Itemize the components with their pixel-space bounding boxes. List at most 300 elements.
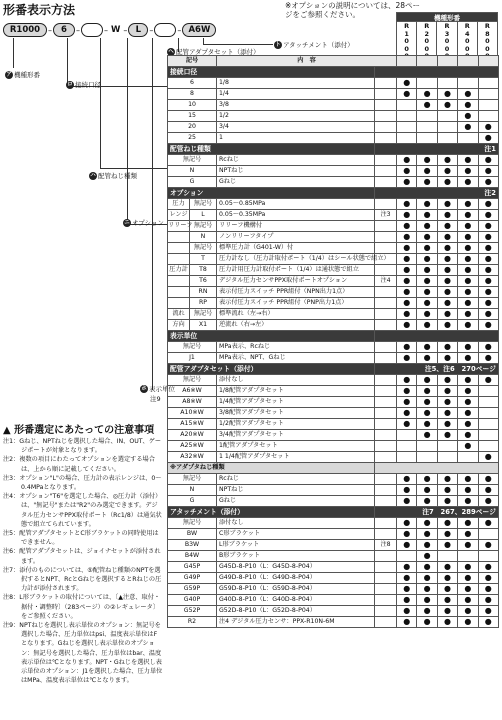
availability-dot bbox=[478, 551, 498, 562]
availability-dot bbox=[397, 133, 417, 144]
header-blank bbox=[458, 56, 478, 67]
availability-dot: ● bbox=[417, 606, 437, 617]
header-blank bbox=[478, 56, 498, 67]
row-note bbox=[375, 617, 397, 628]
row-code: G59P bbox=[168, 584, 217, 595]
availability-dot: ● bbox=[458, 166, 478, 177]
availability-dot: ● bbox=[397, 276, 417, 287]
adapter-row bbox=[168, 452, 499, 463]
attach-row bbox=[168, 606, 499, 617]
availability-dot bbox=[417, 452, 437, 463]
row-content: Rcねじ bbox=[217, 474, 375, 485]
model-col-r3000: R 3 0 0 bbox=[437, 22, 457, 56]
row-note bbox=[375, 573, 397, 584]
row-code: 8 bbox=[168, 89, 217, 100]
availability-dot: ● bbox=[417, 166, 437, 177]
availability-dot: ● bbox=[458, 254, 478, 265]
section-label: オプション bbox=[168, 188, 375, 199]
attach-row bbox=[168, 617, 499, 628]
row-code: B3W bbox=[168, 540, 217, 551]
row-content: L形ブラケット bbox=[217, 540, 375, 551]
section-adapter-thread bbox=[168, 463, 499, 474]
option-row bbox=[168, 232, 499, 243]
pn-blank-1 bbox=[81, 23, 103, 37]
row-note bbox=[375, 298, 397, 309]
adapter-row bbox=[168, 408, 499, 419]
availability-dot bbox=[397, 551, 417, 562]
row-note bbox=[375, 122, 397, 133]
availability-dot: ● bbox=[437, 518, 457, 529]
availability-dot: ● bbox=[458, 485, 478, 496]
pn-w: W bbox=[111, 25, 121, 35]
availability-dot: ● bbox=[458, 529, 478, 540]
availability-dot: ● bbox=[437, 342, 457, 353]
availability-dot: ● bbox=[458, 100, 478, 111]
row-note bbox=[375, 606, 397, 617]
availability-dot bbox=[397, 100, 417, 111]
availability-dot: ● bbox=[478, 199, 498, 210]
row-code: G bbox=[168, 177, 217, 188]
model-col-r2000: R 2 0 0 bbox=[417, 22, 437, 56]
row-group: 圧力 bbox=[168, 199, 190, 210]
row-note bbox=[375, 232, 397, 243]
label-port-size: ロ 接続口径 bbox=[67, 81, 101, 89]
availability-dot: ● bbox=[417, 243, 437, 254]
row-code: G45P bbox=[168, 562, 217, 573]
availability-dot: ● bbox=[437, 254, 457, 265]
availability-dot: ● bbox=[458, 441, 478, 452]
availability-dot: ● bbox=[417, 375, 437, 386]
availability-dot: ● bbox=[397, 573, 417, 584]
subsection-note bbox=[375, 463, 499, 474]
row-note: 注4 bbox=[375, 276, 397, 287]
row-note bbox=[375, 265, 397, 276]
row-content: B形ブラケット bbox=[217, 551, 375, 562]
adapter-thread-row bbox=[168, 496, 499, 507]
row-content: G52D-8-P10（L：G52D-8-P04） bbox=[217, 606, 375, 617]
row-note bbox=[375, 100, 397, 111]
row-content: G40D-8-P10（L：G40D-8-P04） bbox=[217, 595, 375, 606]
row-note bbox=[375, 353, 397, 364]
attach-row bbox=[168, 540, 499, 551]
note-item: 注4：オプション"T6"を選定した場合、◎圧力計（添付）は、"無記号"または"R2"のみ選定できます。デジタル圧力センサPPX取付ポート（Rc1/8）は通気状態で組立てられています。 bbox=[3, 493, 162, 528]
availability-dot: ● bbox=[397, 221, 417, 232]
adapter-row bbox=[168, 419, 499, 430]
row-note bbox=[375, 485, 397, 496]
availability-dot: ● bbox=[417, 199, 437, 210]
row-code: A10※W bbox=[168, 408, 217, 419]
row-code: B4W bbox=[168, 551, 217, 562]
availability-dot: ● bbox=[458, 221, 478, 232]
row-content: 表示付圧力スイッチ PPR組付（NPN出力1点） bbox=[217, 287, 375, 298]
availability-dot: ● bbox=[458, 342, 478, 353]
availability-dot bbox=[478, 397, 498, 408]
section-note bbox=[375, 331, 499, 342]
availability-dot: ● bbox=[437, 309, 457, 320]
availability-dot: ● bbox=[437, 177, 457, 188]
label-adapter: ヘ 配管アダプタセット（添付） bbox=[168, 48, 260, 56]
availability-dot: ● bbox=[417, 485, 437, 496]
row-code: 15 bbox=[168, 111, 217, 122]
note-item: 注3：オプション"L"の場合、圧力計の表示レンジは、0〜0.4MPaとなります。 bbox=[3, 474, 162, 492]
row-content: 添付なし bbox=[217, 518, 375, 529]
availability-dot: ● bbox=[397, 298, 417, 309]
availability-dot: ● bbox=[437, 320, 457, 331]
row-code: N bbox=[190, 232, 217, 243]
row-code: 無記号 bbox=[190, 199, 217, 210]
section-note: 注2 bbox=[375, 188, 499, 199]
availability-dot: ● bbox=[458, 309, 478, 320]
row-code: G49P bbox=[168, 573, 217, 584]
row-note bbox=[375, 397, 397, 408]
row-content: 1配管アダプタセット bbox=[217, 441, 375, 452]
row-note bbox=[375, 551, 397, 562]
availability-dot: ● bbox=[397, 320, 417, 331]
note-item: 注1：Gねじ、NPTねじを選択した場合、IN、OUT、ゲージポートが対象となります。 bbox=[3, 438, 162, 455]
availability-dot: ● bbox=[458, 386, 478, 397]
availability-dot: ● bbox=[458, 562, 478, 573]
availability-dot: ● bbox=[417, 177, 437, 188]
availability-dot: ● bbox=[417, 309, 437, 320]
row-note bbox=[375, 133, 397, 144]
row-code: T6 bbox=[190, 276, 217, 287]
availability-dot: ● bbox=[417, 155, 437, 166]
note-item: 注9：NPTねじを選択し表示単位のオプション：無記号を選択した場合、圧力単位はpsi、温度表示単位はFとなります。Gねじを選択し表示単位のオプション：無記号を選択した場合、圧力単位はbar、温度表示単位は℃となります。NPT・Gねじを選択し表示単位のオプション：J1を選択した場合、圧力単位はMPa、温度表示単位は℃となります。 bbox=[3, 622, 163, 685]
availability-dot: ● bbox=[397, 177, 417, 188]
availability-dot: ● bbox=[478, 133, 498, 144]
row-content: 1/2 bbox=[217, 111, 375, 122]
availability-dot: ● bbox=[458, 243, 478, 254]
availability-dot: ● bbox=[417, 265, 437, 276]
pn-l: L bbox=[128, 23, 148, 37]
availability-dot: ● bbox=[437, 408, 457, 419]
row-content: Gねじ bbox=[217, 496, 375, 507]
availability-dot: ● bbox=[458, 265, 478, 276]
row-code: R2 bbox=[168, 617, 217, 628]
port-row bbox=[168, 78, 499, 89]
availability-dot: ● bbox=[437, 606, 457, 617]
availability-dot: ● bbox=[437, 419, 457, 430]
header-blank bbox=[417, 56, 437, 67]
availability-dot: ● bbox=[397, 89, 417, 100]
row-code: X1 bbox=[190, 320, 217, 331]
availability-dot bbox=[478, 419, 498, 430]
row-note bbox=[375, 320, 397, 331]
availability-dot: ● bbox=[397, 375, 417, 386]
row-note bbox=[375, 89, 397, 100]
availability-dot bbox=[417, 78, 437, 89]
port-row bbox=[168, 122, 499, 133]
availability-dot: ● bbox=[478, 540, 498, 551]
availability-dot: ● bbox=[478, 298, 498, 309]
availability-dot: ● bbox=[458, 408, 478, 419]
model-col-r1000: R 1 0 0 bbox=[397, 22, 417, 56]
pn-base: R1000 bbox=[3, 23, 47, 37]
model-header bbox=[396, 12, 498, 56]
row-content: リリーフ機構付 bbox=[217, 221, 375, 232]
availability-dot bbox=[458, 452, 478, 463]
row-group: 圧力計 bbox=[168, 265, 190, 276]
header-blank bbox=[397, 56, 417, 67]
row-code: T bbox=[190, 254, 217, 265]
availability-dot: ● bbox=[397, 584, 417, 595]
availability-dot: ● bbox=[458, 397, 478, 408]
row-note bbox=[375, 111, 397, 122]
availability-dot: ● bbox=[458, 320, 478, 331]
availability-dot: ● bbox=[478, 177, 498, 188]
availability-dot: ● bbox=[397, 342, 417, 353]
row-content: 3/8配管アダプタセット bbox=[217, 408, 375, 419]
availability-dot: ● bbox=[478, 606, 498, 617]
row-code: 無記号 bbox=[168, 518, 217, 529]
availability-dot: ● bbox=[478, 210, 498, 221]
availability-dot: ● bbox=[458, 430, 478, 441]
adapter-row bbox=[168, 375, 499, 386]
availability-dot: ● bbox=[478, 243, 498, 254]
availability-dot: ● bbox=[458, 276, 478, 287]
row-content: G45D-8-P10（L：G45D-8-P04） bbox=[217, 562, 375, 573]
availability-dot: ● bbox=[417, 617, 437, 628]
row-code: 10 bbox=[168, 100, 217, 111]
row-note bbox=[375, 595, 397, 606]
row-content: 3/4 bbox=[217, 122, 375, 133]
availability-dot: ● bbox=[437, 276, 457, 287]
availability-dot bbox=[397, 452, 417, 463]
availability-dot: ● bbox=[397, 496, 417, 507]
row-group: レンジ bbox=[168, 210, 190, 221]
availability-dot: ● bbox=[417, 89, 437, 100]
availability-dot: ● bbox=[437, 617, 457, 628]
section-unit bbox=[168, 331, 499, 342]
availability-dot bbox=[397, 111, 417, 122]
availability-dot: ● bbox=[458, 232, 478, 243]
availability-dot: ● bbox=[397, 617, 417, 628]
adapter-row bbox=[168, 430, 499, 441]
availability-dot: ● bbox=[437, 529, 457, 540]
availability-dot: ● bbox=[397, 606, 417, 617]
row-group: 方向 bbox=[168, 320, 190, 331]
row-content: 1/8 bbox=[217, 78, 375, 89]
row-group bbox=[168, 243, 190, 254]
availability-dot: ● bbox=[437, 595, 457, 606]
availability-dot: ● bbox=[417, 584, 437, 595]
availability-dot: ● bbox=[478, 595, 498, 606]
option-row bbox=[168, 210, 499, 221]
section-thread bbox=[168, 144, 499, 155]
availability-dot bbox=[437, 441, 457, 452]
availability-dot: ● bbox=[397, 199, 417, 210]
row-note bbox=[375, 518, 397, 529]
row-group bbox=[168, 276, 190, 287]
availability-dot: ● bbox=[478, 155, 498, 166]
availability-dot bbox=[437, 133, 457, 144]
availability-dot: ● bbox=[437, 573, 457, 584]
row-content: Gねじ bbox=[217, 177, 375, 188]
label-model: ア 機種形番 bbox=[6, 71, 40, 79]
availability-dot: ● bbox=[397, 408, 417, 419]
row-note bbox=[375, 243, 397, 254]
availability-dot: ● bbox=[458, 474, 478, 485]
row-code: L bbox=[190, 210, 217, 221]
row-group: 流れ bbox=[168, 309, 190, 320]
availability-dot: ● bbox=[458, 595, 478, 606]
adapter-thread-row bbox=[168, 474, 499, 485]
availability-dot: ● bbox=[437, 100, 457, 111]
availability-dot: ● bbox=[397, 518, 417, 529]
availability-dot bbox=[478, 89, 498, 100]
availability-dot: ● bbox=[437, 375, 457, 386]
row-code: A20※W bbox=[168, 430, 217, 441]
attach-row bbox=[168, 584, 499, 595]
availability-dot: ● bbox=[458, 111, 478, 122]
availability-dot: ● bbox=[478, 221, 498, 232]
thread-row bbox=[168, 177, 499, 188]
availability-dot: ● bbox=[437, 232, 457, 243]
note-item: 注2：複数の項目にわたってオプションを選定する場合は、上から順に記載してください。 bbox=[3, 456, 155, 473]
pn-blank-2 bbox=[154, 23, 176, 37]
attach-row bbox=[168, 529, 499, 540]
availability-dot: ● bbox=[478, 276, 498, 287]
availability-dot: ● bbox=[417, 298, 437, 309]
row-note: 注3 bbox=[375, 210, 397, 221]
row-note bbox=[375, 441, 397, 452]
availability-dot: ● bbox=[417, 221, 437, 232]
availability-dot: ● bbox=[458, 496, 478, 507]
availability-dot: ● bbox=[458, 155, 478, 166]
row-note bbox=[375, 287, 397, 298]
header-blank bbox=[437, 56, 457, 67]
availability-dot bbox=[478, 100, 498, 111]
model-header-title: 機種形番 bbox=[396, 12, 498, 22]
row-group bbox=[168, 232, 190, 243]
row-content: C形ブラケット bbox=[217, 529, 375, 540]
availability-dot bbox=[478, 441, 498, 452]
availability-dot: ● bbox=[417, 595, 437, 606]
availability-dot: ● bbox=[437, 199, 457, 210]
label-option: ニ オプション bbox=[124, 219, 164, 227]
availability-dot: ● bbox=[478, 265, 498, 276]
availability-dot: ● bbox=[417, 386, 437, 397]
availability-dot: ● bbox=[417, 342, 437, 353]
row-content: MPa表示、NPT、Gねじ bbox=[217, 353, 375, 364]
port-row bbox=[168, 133, 499, 144]
label-note9: 注9 bbox=[150, 395, 161, 403]
availability-dot: ● bbox=[458, 419, 478, 430]
availability-dot: ● bbox=[417, 287, 437, 298]
availability-dot: ● bbox=[458, 287, 478, 298]
option-row bbox=[168, 221, 499, 232]
row-content: 逆流れ（右→左） bbox=[217, 320, 375, 331]
row-note bbox=[375, 166, 397, 177]
availability-dot bbox=[458, 133, 478, 144]
row-content: 3/8 bbox=[217, 100, 375, 111]
section-label: 配管アダプタセット（添付） bbox=[168, 364, 375, 375]
row-content: MPa表示、Rcねじ bbox=[217, 342, 375, 353]
availability-dot bbox=[397, 122, 417, 133]
availability-dot: ● bbox=[478, 166, 498, 177]
availability-dot: ● bbox=[397, 397, 417, 408]
availability-dot bbox=[458, 551, 478, 562]
option-row bbox=[168, 287, 499, 298]
availability-dot: ● bbox=[458, 584, 478, 595]
availability-dot: ● bbox=[437, 298, 457, 309]
availability-dot: ● bbox=[437, 265, 457, 276]
section-adapter bbox=[168, 364, 499, 375]
section-label: 接続口径 bbox=[168, 67, 375, 78]
availability-dot: ● bbox=[437, 221, 457, 232]
attach-row bbox=[168, 518, 499, 529]
availability-dot: ● bbox=[417, 232, 437, 243]
option-row bbox=[168, 298, 499, 309]
availability-dot: ● bbox=[417, 320, 437, 331]
row-code: 無記号 bbox=[168, 474, 217, 485]
section-note: 注7 267、289ページ bbox=[375, 507, 499, 518]
row-code: 無記号 bbox=[168, 342, 217, 353]
availability-dot: ● bbox=[417, 496, 437, 507]
model-col-r4000: R 4 0 0 bbox=[458, 22, 478, 56]
availability-dot bbox=[478, 111, 498, 122]
attach-row bbox=[168, 595, 499, 606]
row-note bbox=[375, 199, 397, 210]
spec-table bbox=[167, 55, 499, 628]
availability-dot: ● bbox=[397, 353, 417, 364]
availability-dot: ● bbox=[397, 265, 417, 276]
row-note: 注8 bbox=[375, 540, 397, 551]
row-note bbox=[375, 408, 397, 419]
row-code: T8 bbox=[190, 265, 217, 276]
row-note bbox=[375, 309, 397, 320]
adapter-row bbox=[168, 397, 499, 408]
availability-dot: ● bbox=[437, 584, 457, 595]
availability-dot: ● bbox=[437, 540, 457, 551]
availability-dot: ● bbox=[417, 397, 437, 408]
row-code: A25※W bbox=[168, 441, 217, 452]
availability-dot: ● bbox=[437, 287, 457, 298]
adapter-row bbox=[168, 441, 499, 452]
availability-dot: ● bbox=[397, 78, 417, 89]
availability-dot: ● bbox=[458, 353, 478, 364]
unit-row bbox=[168, 342, 499, 353]
row-note bbox=[375, 419, 397, 430]
availability-dot bbox=[417, 133, 437, 144]
row-content: G49D-8-P10（L：G49D-8-P04） bbox=[217, 573, 375, 584]
row-note bbox=[375, 496, 397, 507]
availability-dot: ● bbox=[437, 210, 457, 221]
availability-dot: ● bbox=[397, 386, 417, 397]
row-code: 無記号 bbox=[168, 375, 217, 386]
row-note bbox=[375, 474, 397, 485]
availability-dot: ● bbox=[458, 375, 478, 386]
availability-dot: ● bbox=[397, 166, 417, 177]
availability-dot: ● bbox=[458, 540, 478, 551]
availability-dot: ● bbox=[397, 474, 417, 485]
availability-dot: ● bbox=[478, 474, 498, 485]
availability-dot: ● bbox=[478, 232, 498, 243]
adapter-row bbox=[168, 386, 499, 397]
availability-dot: ● bbox=[417, 100, 437, 111]
row-code: BW bbox=[168, 529, 217, 540]
note-item: 注7：添付のものについては、⑤配管ねじ種類のNPTを選択するとNPT、RcとGねじを選択するとRねじの圧力計が添付されます。 bbox=[3, 566, 162, 593]
row-group bbox=[168, 254, 190, 265]
availability-dot: ● bbox=[437, 397, 457, 408]
availability-dot: ● bbox=[397, 210, 417, 221]
availability-dot: ● bbox=[417, 540, 437, 551]
availability-dot: ● bbox=[417, 353, 437, 364]
availability-dot: ● bbox=[437, 386, 457, 397]
row-code: A8※W bbox=[168, 397, 217, 408]
row-note bbox=[375, 155, 397, 166]
availability-dot: ● bbox=[397, 419, 417, 430]
